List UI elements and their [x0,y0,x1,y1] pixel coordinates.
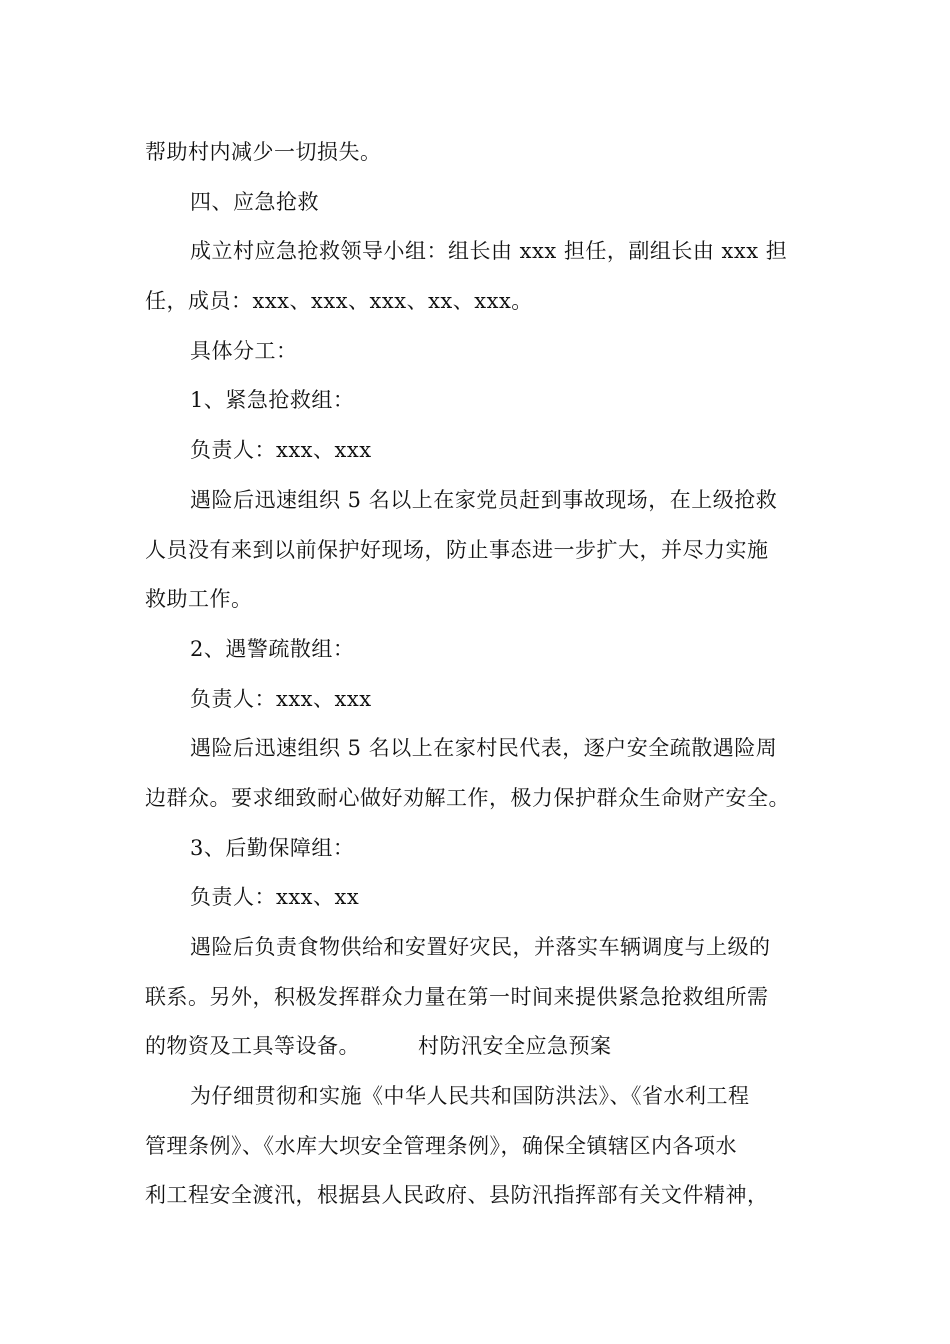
document-body [145,128,815,1221]
text-line: 负责人：xxx、xxx [190,438,372,463]
text-line: 管理条例》、《水库大坝安全管理条例》，确保全镇辖区内各项水 [145,1133,737,1158]
text-line [145,1022,815,1072]
text-line: 负责人：xxx、xxx [190,686,372,711]
subsection-heading: 3、后勤保障组： [190,835,355,860]
text-line-content: 的物资及工具等设备。 [145,1034,360,1059]
text-line: 为仔细贯彻和实施《中华人民共和国防洪法》、《省水利工程 [190,1084,750,1109]
text-line: 遇险后迅速组织 5 名以上在家村民代表，逐户安全疏散遇险周 [190,736,778,761]
text-line: 人员没有来到以前保护好现场，防止事态进一步扩大，并尽力实施 [145,537,769,562]
document-title: 村防汛安全应急预案 [418,1034,612,1059]
subsection-heading: 2、遇警疏散组： [190,636,355,661]
text-line: 利工程安全渡汛，根据县人民政府、县防汛指挥部有关文件精神， [145,1183,769,1208]
text-line: 具体分工： [190,338,298,363]
section-heading: 四、应急抢救 [190,189,319,214]
subsection-heading: 1、紧急抢救组： [190,388,355,413]
text-line: 联系。另外，积极发挥群众力量在第一时间来提供紧急抢救组所需 [145,984,769,1009]
text-line: 边群众。要求细致耐心做好劝解工作，极力保护群众生命财产安全。 [145,785,790,810]
text-line: 遇险后迅速组织 5 名以上在家党员赶到事故现场，在上级抢救 [190,487,778,512]
text-line: 帮助村内减少一切损失。 [145,140,382,164]
text-line: 负责人：xxx、xx [190,885,360,910]
text-line: 成立村应急抢救领导小组：组长由 xxx 担任，副组长由 xxx 担 [190,239,788,264]
text-line: 遇险后负责食物供给和安置好灾民，并落实车辆调度与上级的 [190,935,771,959]
text-line: 救助工作。 [145,587,253,612]
text-line: 任，成员：xxx、xxx、xxx、xx、xxx。 [145,289,533,314]
